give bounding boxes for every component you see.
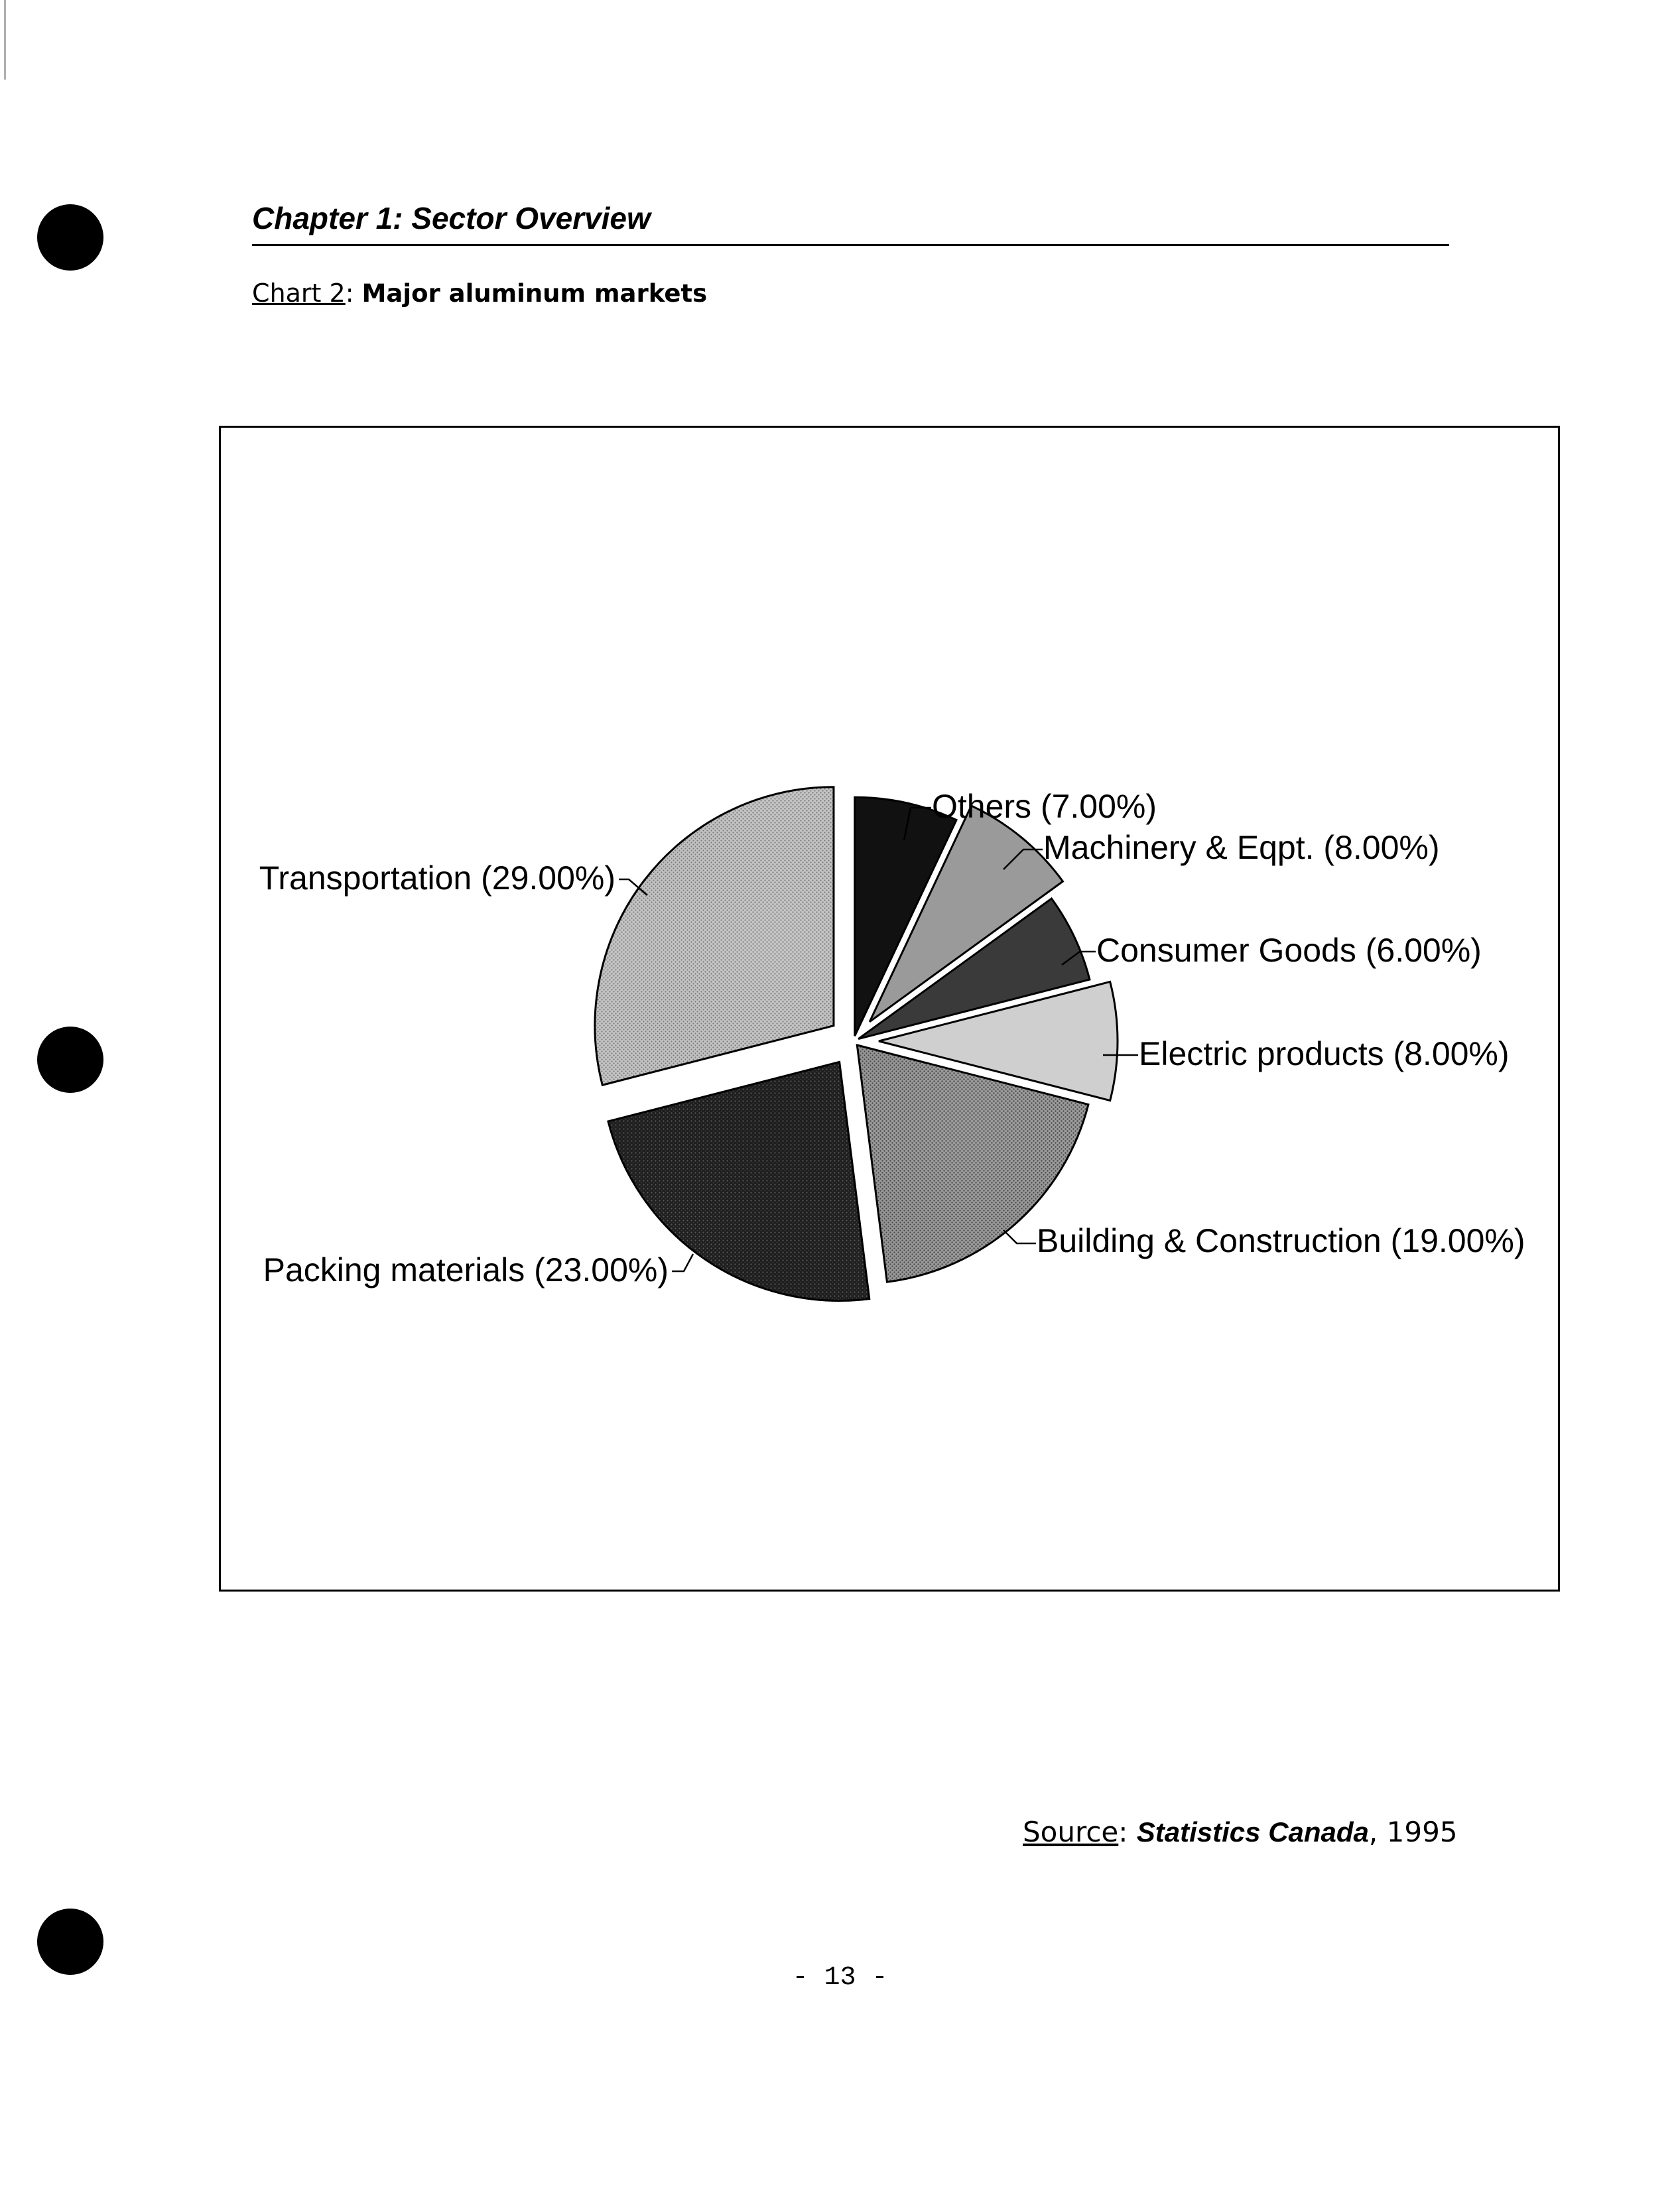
pie-slice-transportation xyxy=(595,787,834,1086)
slice-label: Building & Construction (19.00%) xyxy=(1037,1222,1525,1259)
source-year: , 1995 xyxy=(1368,1816,1458,1848)
source-separator: : xyxy=(1118,1816,1128,1848)
chart-caption-title: Major aluminum markets xyxy=(361,279,708,308)
slice-label: Transportation (29.00%) xyxy=(259,859,615,897)
leader-line xyxy=(672,1254,693,1271)
source-publisher: Statistics Canada xyxy=(1136,1816,1369,1848)
slice-label: Others (7.00%) xyxy=(932,788,1157,825)
chart-caption-separator: : xyxy=(345,279,354,308)
slice-label: Consumer Goods (6.00%) xyxy=(1096,932,1482,969)
pie-chart xyxy=(221,428,1558,1590)
chart-frame xyxy=(219,426,1560,1592)
chart-caption xyxy=(252,279,707,308)
binder-hole-top xyxy=(37,204,103,271)
source-prefix: Source xyxy=(1023,1816,1119,1848)
source-note xyxy=(1023,1816,1458,1848)
chapter-title: Chapter 1: Sector Overview xyxy=(252,200,1449,246)
slice-label: Machinery & Eqpt. (8.00%) xyxy=(1043,829,1440,866)
slice-label: Electric products (8.00%) xyxy=(1139,1035,1510,1072)
page-number: - 13 - xyxy=(792,1963,888,1993)
chart-caption-prefix: Chart 2 xyxy=(252,279,346,308)
scan-edge-line xyxy=(4,0,6,80)
slice-label: Packing materials (23.00%) xyxy=(263,1251,669,1288)
binder-hole-middle xyxy=(37,1027,103,1093)
leader-line xyxy=(1003,1230,1036,1243)
